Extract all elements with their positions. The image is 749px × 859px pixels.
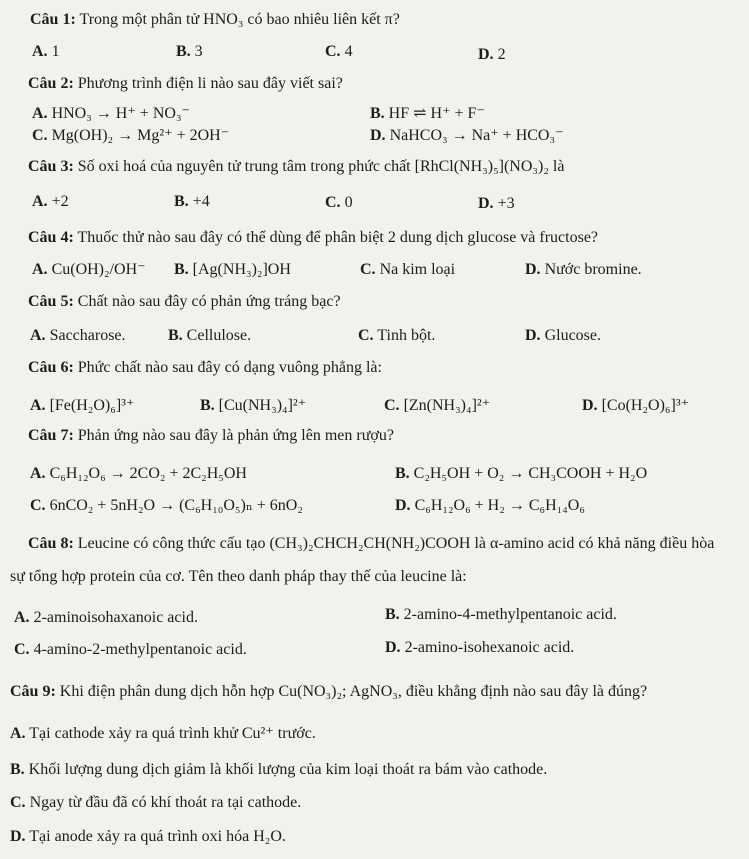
question-5-option-d xyxy=(525,326,601,346)
option-text: 3 xyxy=(194,43,203,60)
question-8-option-b xyxy=(385,605,617,625)
question-3-option-c xyxy=(325,193,353,213)
question-7-stem xyxy=(28,426,394,446)
question-9-stem xyxy=(10,682,647,702)
question-9-option-b xyxy=(10,760,547,780)
option-letter: B. xyxy=(395,465,410,482)
option-letter: C. xyxy=(360,261,376,278)
option-text: C₆H₁₂O₆ + H₂ → C₆H₁₄O₆ xyxy=(414,497,585,514)
option-text: 4 xyxy=(344,43,353,60)
option-letter: C. xyxy=(30,497,46,514)
option-text: Tại anode xảy ra quá trình oxi hóa H₂O. xyxy=(29,828,286,845)
question-9-option-a xyxy=(10,724,316,744)
option-letter: C. xyxy=(325,43,341,60)
option-letter: A. xyxy=(10,725,26,742)
option-text: [Zn(NH₃)₄]²⁺ xyxy=(403,397,491,414)
option-letter: A. xyxy=(32,105,48,122)
option-letter: B. xyxy=(370,105,385,122)
question-1-stem xyxy=(30,10,400,30)
question-3-stem xyxy=(28,157,564,177)
option-letter: D. xyxy=(370,127,386,144)
question-3-option-b xyxy=(174,192,210,212)
question-text: Phản ứng nào sau đây là phản ứng lên men rượu? xyxy=(77,427,394,444)
option-text: C₆H₁₂O₆ → 2CO₂ + 2C₂H₅OH xyxy=(49,465,247,482)
option-letter: A. xyxy=(30,397,46,414)
question-6-option-c xyxy=(384,396,490,416)
question-text: Thuốc thử nào sau đây có thể dùng để phân biệt 2 dung dịch glucose và fructose? xyxy=(77,229,599,246)
option-text: 0 xyxy=(344,194,353,211)
option-letter: C. xyxy=(325,194,341,211)
question-8-stem-continued: sự tổng hợp protein của cơ. Tên theo danh pháp thay thế của leucine là: xyxy=(10,568,467,585)
option-text: [Ag(NH₃)₂]OH xyxy=(192,261,291,278)
option-text: C₂H₅OH + O₂ → CH₃COOH + H₂O xyxy=(413,465,648,482)
option-letter: B. xyxy=(174,261,189,278)
question-4-option-a xyxy=(32,260,146,280)
option-letter: D. xyxy=(525,327,541,344)
question-7-option-a xyxy=(30,464,247,484)
question-text: Leucine có công thức cấu tạo (CH₃)₂CHCH₂CH(NH₂)COOH là α-amino acid có khả năng điều hòa xyxy=(77,535,715,552)
option-text: 4-amino-2-methylpentanoic acid. xyxy=(33,641,247,658)
question-label: Câu 3: xyxy=(28,158,74,175)
option-text: +4 xyxy=(192,193,210,210)
question-5-option-a xyxy=(30,326,126,346)
option-text: 2-amino-isohexanoic acid. xyxy=(404,639,575,656)
option-letter: C. xyxy=(32,127,48,144)
question-7-option-b xyxy=(395,464,647,484)
option-text: Cu(OH)₂/OH⁻ xyxy=(51,261,146,278)
option-letter: D. xyxy=(582,397,598,414)
question-text: Phức chất nào sau đây có dạng vuông phẳng là: xyxy=(77,359,382,376)
question-label: Câu 2: xyxy=(28,75,74,92)
option-letter: B. xyxy=(176,43,191,60)
question-label: Câu 6: xyxy=(28,359,74,376)
option-letter: B. xyxy=(10,761,25,778)
option-text: Glucose. xyxy=(544,327,601,344)
question-2-option-a xyxy=(32,104,190,124)
option-text: Nước bromine. xyxy=(544,261,642,278)
option-text: 2 xyxy=(497,46,506,63)
question-label: Câu 5: xyxy=(28,293,74,310)
question-text: Trong một phân tử HNO₃ có bao nhiêu liên kết π? xyxy=(79,11,400,28)
option-letter: B. xyxy=(200,397,215,414)
option-text: Na kim loại xyxy=(379,261,456,278)
option-text: Tinh bột. xyxy=(377,327,436,344)
question-8-option-a xyxy=(14,608,198,628)
option-letter: A. xyxy=(30,327,46,344)
question-label: Câu 1: xyxy=(30,11,76,28)
question-text: Phương trình điện li nào sau đây viết sai? xyxy=(77,75,343,92)
option-letter: A. xyxy=(32,193,48,210)
question-label: Câu 8: xyxy=(28,535,74,552)
question-1-option-d xyxy=(478,45,506,65)
question-6-stem xyxy=(28,358,382,378)
question-6-option-d xyxy=(582,396,689,416)
option-letter: D. xyxy=(10,828,26,845)
option-letter: C. xyxy=(384,397,400,414)
question-2-option-b xyxy=(370,104,485,124)
question-2-stem xyxy=(28,74,343,94)
option-letter: C. xyxy=(14,641,30,658)
question-8-option-c xyxy=(14,640,247,660)
option-text: 1 xyxy=(51,43,60,60)
option-text: [Fe(H₂O)₆]³⁺ xyxy=(49,397,135,414)
question-text: Chất nào sau đây có phản ứng tráng bạc? xyxy=(77,293,341,310)
question-1-option-b xyxy=(176,42,203,62)
option-text: HNO₃ → H⁺ + NO₃⁻ xyxy=(51,105,190,122)
option-text: 6nCO₂ + 5nH₂O → (C₆H₁₀O₅)ₙ + 6nO₂ xyxy=(49,497,303,514)
option-letter: D. xyxy=(525,261,541,278)
option-letter: A. xyxy=(14,609,30,626)
question-7-option-c xyxy=(30,496,303,516)
question-5-stem xyxy=(28,292,341,312)
option-letter: D. xyxy=(395,497,411,514)
question-7-option-d xyxy=(395,496,585,516)
question-3-option-a xyxy=(32,192,69,212)
question-label: Câu 9: xyxy=(10,683,56,700)
question-8-stem xyxy=(28,534,714,554)
option-text: Cellulose. xyxy=(186,327,252,344)
option-letter: C. xyxy=(10,794,26,811)
question-3-option-d xyxy=(478,194,515,214)
option-text: +2 xyxy=(51,193,69,210)
option-text: Tại cathode xảy ra quá trình khử Cu²⁺ trước. xyxy=(29,725,316,742)
option-letter: D. xyxy=(385,639,401,656)
question-text: Số oxi hoá của nguyên tử trung tâm trong phức chất [RhCl(NH₃)₅](NO₃)₂ là xyxy=(77,158,565,175)
option-letter: A. xyxy=(32,261,48,278)
option-text: [Cu(NH₃)₄]²⁺ xyxy=(218,397,307,414)
question-4-option-c xyxy=(360,260,455,280)
option-text: Ngay từ đầu đã có khí thoát ra tại cathode. xyxy=(29,794,302,811)
question-1-option-a xyxy=(32,42,60,62)
question-2-option-d xyxy=(370,126,564,146)
question-5-option-b xyxy=(168,326,251,346)
option-letter: A. xyxy=(32,43,48,60)
option-letter: A. xyxy=(30,465,46,482)
question-text: Khi điện phân dung dịch hỗn hợp Cu(NO₃)₂; AgNO₃, điều khẳng định nào sau đây là đúng? xyxy=(59,683,648,700)
option-letter: D. xyxy=(478,46,494,63)
question-6-option-b xyxy=(200,396,306,416)
option-text: Khối lượng dung dịch giảm là khối lượng của kim loại thoát ra bám vào cathode. xyxy=(28,761,548,778)
option-letter: B. xyxy=(174,193,189,210)
option-letter: C. xyxy=(358,327,374,344)
question-9-option-d xyxy=(10,827,286,847)
option-text: +3 xyxy=(497,195,515,212)
question-8-option-d xyxy=(385,638,574,658)
question-4-option-b xyxy=(174,260,291,280)
option-text: HF ⇌ H⁺ + F⁻ xyxy=(388,105,485,122)
question-4-option-d xyxy=(525,260,642,280)
option-text: 2-amino-4-methylpentanoic acid. xyxy=(403,606,617,623)
option-letter: B. xyxy=(168,327,183,344)
option-text: Mg(OH)₂ → Mg²⁺ + 2OH⁻ xyxy=(51,127,230,144)
option-letter: D. xyxy=(478,195,494,212)
question-6-option-a xyxy=(30,396,134,416)
question-2-option-c xyxy=(32,126,229,146)
option-text: 2-aminoisohaxanoic acid. xyxy=(33,609,198,626)
option-letter: B. xyxy=(385,606,400,623)
option-text: Saccharose. xyxy=(49,327,126,344)
question-label: Câu 7: xyxy=(28,427,74,444)
question-9-option-c xyxy=(10,793,301,813)
question-label: Câu 4: xyxy=(28,229,74,246)
question-5-option-c xyxy=(358,326,435,346)
option-text: [Co(H₂O)₆]³⁺ xyxy=(601,397,690,414)
question-1-option-c xyxy=(325,42,353,62)
option-text: NaHCO₃ → Na⁺ + HCO₃⁻ xyxy=(389,127,564,144)
question-4-stem xyxy=(28,228,598,248)
